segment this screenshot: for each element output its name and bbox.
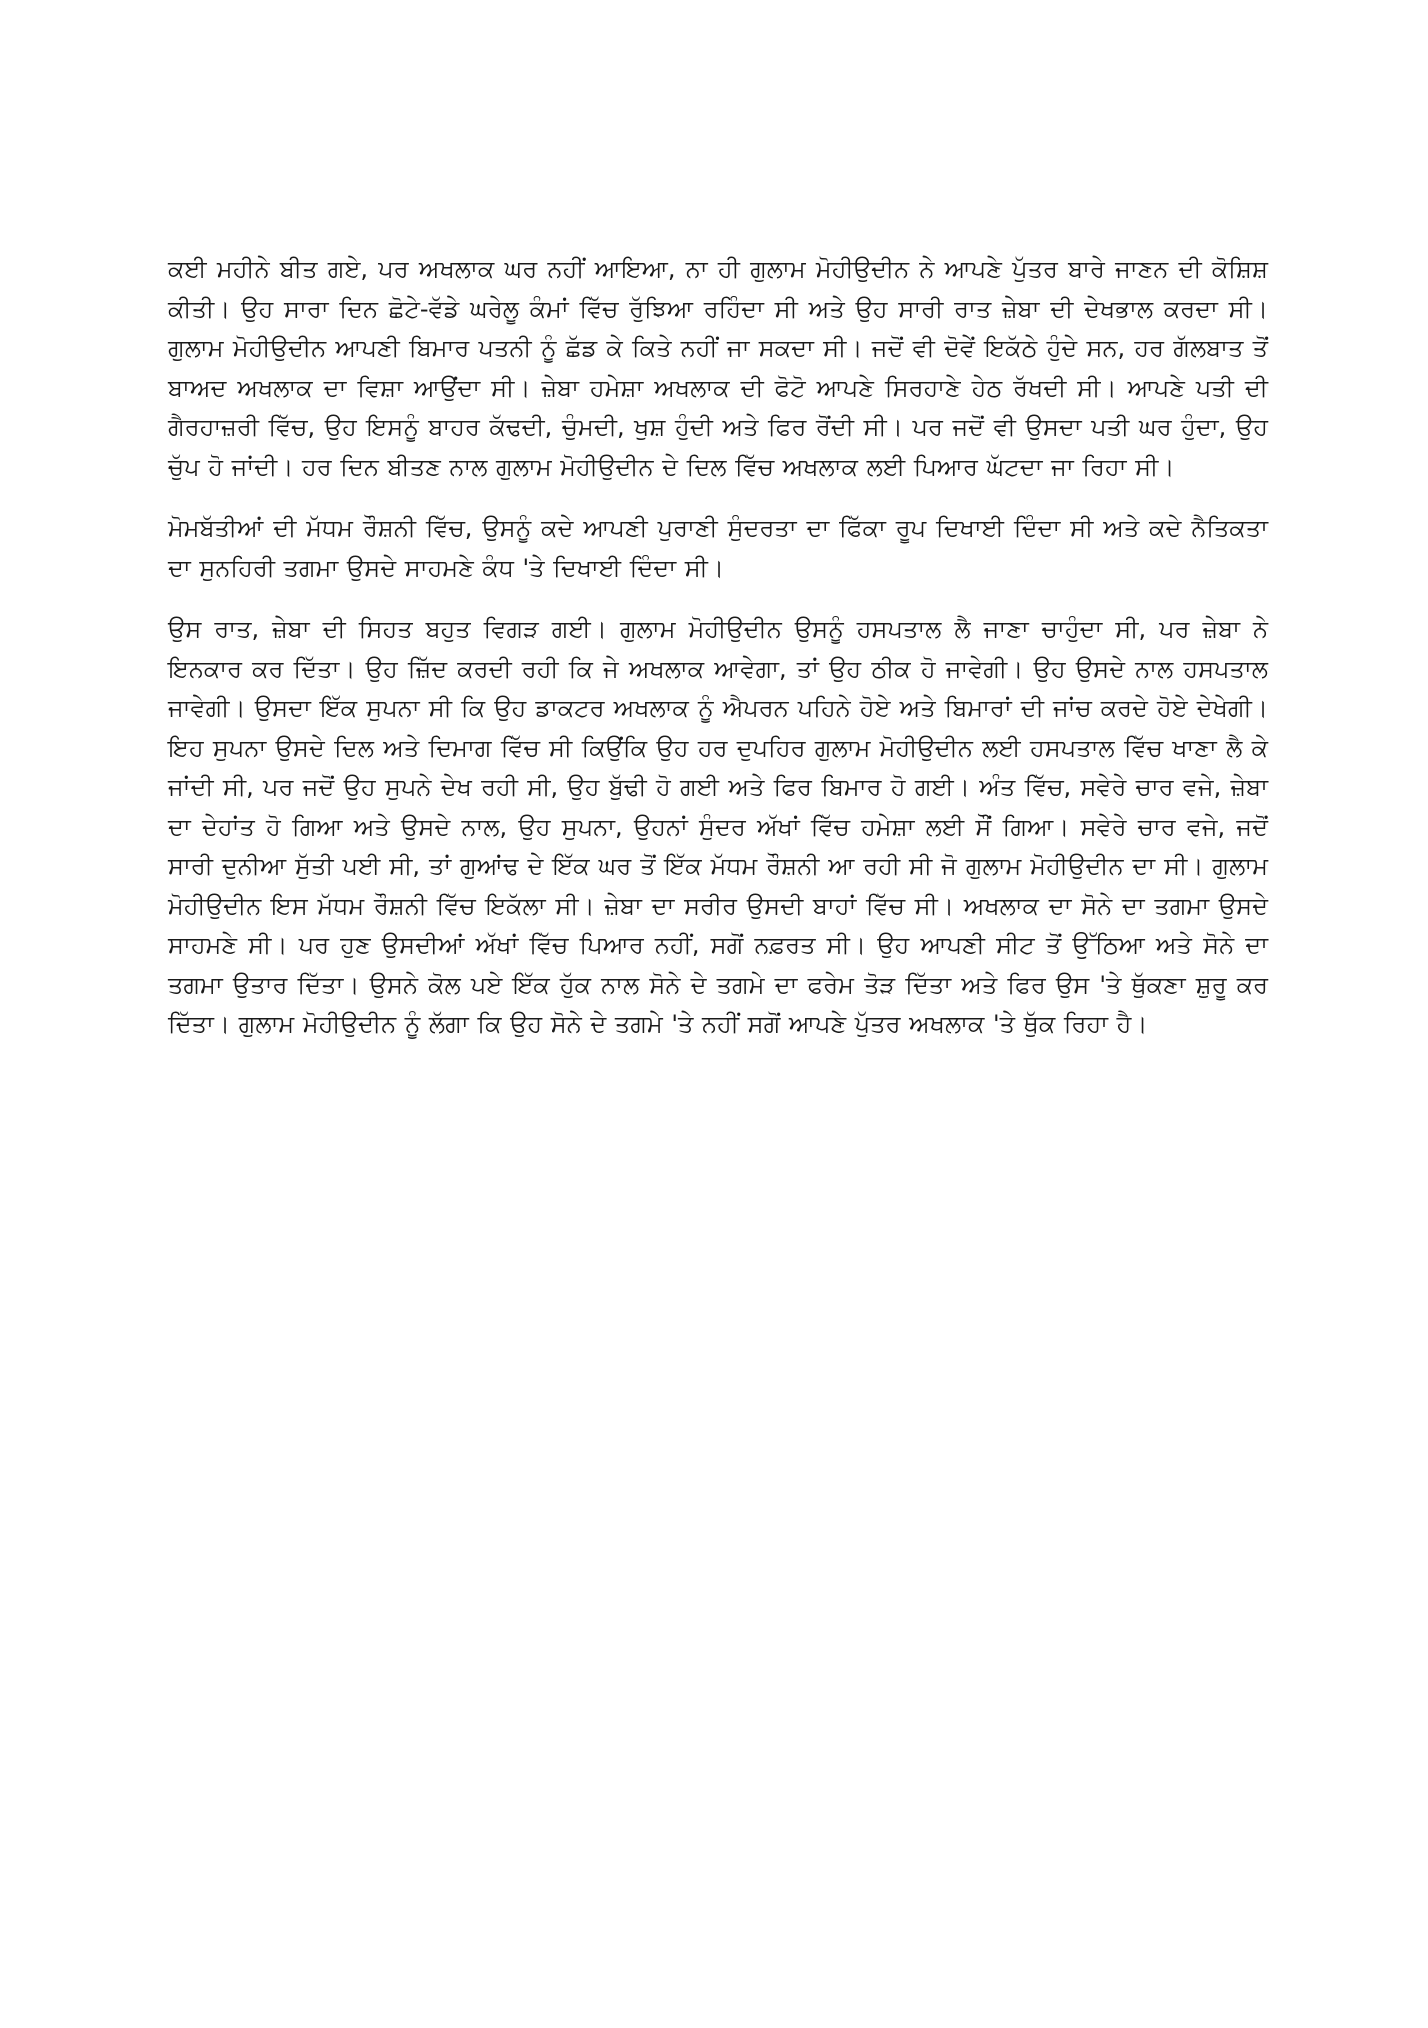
paragraph-2: ਮੋਮਬੱਤੀਆਂ ਦੀ ਮੱਧਮ ਰੌਸ਼ਨੀ ਵਿੱਚ, ਉਸਨੂੰ ਕਦੇ ਆਪਣੀ ਪੁਰਾਣੀ ਸੁੰਦਰਤਾ ਦਾ ਫਿੱਕਾ ਰੂਪ ਦਿਖਾਈ ਦਿੰਦਾ ਸੀ ਅਤੇ ਕਦੇ ਨੈਤਿਕਤਾ ਦਾ ਸੁਨਹਿਰੀ ਤਗਮਾ ਉਸਦੇ ਸਾਹਮਣੇ ਕੰਧ 'ਤੇ ਦਿਖਾਈ ਦਿੰਦਾ ਸੀ।	[168, 514, 1268, 582]
paragraph-1: ਕਈ ਮਹੀਨੇ ਬੀਤ ਗਏ, ਪਰ ਅਖਲਾਕ ਘਰ ਨਹੀਂ ਆਇਆ, ਨਾ ਹੀ ਗੁਲਾਮ ਮੋਹੀਉਦੀਨ ਨੇ ਆਪਣੇ ਪੁੱਤਰ ਬਾਰੇ ਜਾਣਨ ਦੀ ਕੋਸ਼ਿਸ਼ ਕੀਤੀ। ਉਹ ਸਾਰਾ ਦਿਨ ਛੋਟੇ-ਵੱਡੇ ਘਰੇਲੂ ਕੰਮਾਂ ਵਿੱਚ ਰੁੱਝਿਆ ਰਹਿੰਦਾ ਸੀ ਅਤੇ ਉਹ ਸਾਰੀ ਰਾਤ ਜ਼ੇਬਾ ਦੀ ਦੇਖਭਾਲ ਕਰਦਾ ਸੀ। ਗੁਲਾਮ ਮੋਹੀਉਦੀਨ ਆਪਣੀ ਬਿਮਾਰ ਪਤਨੀ ਨੂੰ ਛੱਡ ਕੇ ਕਿਤੇ ਨਹੀਂ ਜਾ ਸਕਦਾ ਸੀ। ਜਦੋਂ ਵੀ ਦੋਵੇਂ ਇਕੱਠੇ ਹੁੰਦੇ ਸਨ, ਹਰ ਗੱਲਬਾਤ ਤੋਂ ਬਾਅਦ ਅਖਲਾਕ ਦਾ ਵਿਸ਼ਾ ਆਉਂਦਾ ਸੀ। ਜ਼ੇਬਾ ਹਮੇਸ਼ਾ ਅਖਲਾਕ ਦੀ ਫੋਟੋ ਆਪਣੇ ਸਿਰਹਾਣੇ ਹੇਠ ਰੱਖਦੀ ਸੀ। ਆਪਣੇ ਪਤੀ ਦੀ ਗੈਰਹਾਜ਼ਰੀ ਵਿੱਚ, ਉਹ ਇਸਨੂੰ ਬਾਹਰ ਕੱਢਦੀ, ਚੁੰਮਦੀ, ਖੁਸ਼ ਹੁੰਦੀ ਅਤੇ ਫਿਰ ਰੋਂਦੀ ਸੀ। ਪਰ ਜਦੋਂ ਵੀ ਉਸਦਾ ਪਤੀ ਘਰ ਹੁੰਦਾ, ਉਹ ਚੁੱਪ ਹੋ ਜਾਂਦੀ। ਹਰ ਦਿਨ ਬੀਤਣ ਨਾਲ ਗੁਲਾਮ ਮੋਹੀਉਦੀਨ ਦੇ ਦਿਲ ਵਿੱਚ ਅਖਲਾਕ ਲਈ ਪਿਆਰ ਘੱਟਦਾ ਜਾ ਰਿਹਾ ਸੀ।	[168, 255, 1268, 481]
paragraph-3: ਉਸ ਰਾਤ, ਜ਼ੇਬਾ ਦੀ ਸਿਹਤ ਬਹੁਤ ਵਿਗੜ ਗਈ। ਗੁਲਾਮ ਮੋਹੀਉਦੀਨ ਉਸਨੂੰ ਹਸਪਤਾਲ ਲੈ ਜਾਣਾ ਚਾਹੁੰਦਾ ਸੀ, ਪਰ ਜ਼ੇਬਾ ਨੇ ਇਨਕਾਰ ਕਰ ਦਿੱਤਾ। ਉਹ ਜ਼ਿੱਦ ਕਰਦੀ ਰਹੀ ਕਿ ਜੇ ਅਖਲਾਕ ਆਵੇਗਾ, ਤਾਂ ਉਹ ਠੀਕ ਹੋ ਜਾਵੇਗੀ। ਉਹ ਉਸਦੇ ਨਾਲ ਹਸਪਤਾਲ ਜਾਵੇਗੀ। ਉਸਦਾ ਇੱਕ ਸੁਪਨਾ ਸੀ ਕਿ ਉਹ ਡਾਕਟਰ ਅਖਲਾਕ ਨੂੰ ਐਪਰਨ ਪਹਿਨੇ ਹੋਏ ਅਤੇ ਬਿਮਾਰਾਂ ਦੀ ਜਾਂਚ ਕਰਦੇ ਹੋਏ ਦੇਖੇਗੀ। ਇਹ ਸੁਪਨਾ ਉਸਦੇ ਦਿਲ ਅਤੇ ਦਿਮਾਗ ਵਿੱਚ ਸੀ ਕਿਉਂਕਿ ਉਹ ਹਰ ਦੁਪਹਿਰ ਗੁਲਾਮ ਮੋਹੀਉਦੀਨ ਲਈ ਹਸਪਤਾਲ ਵਿੱਚ ਖਾਣਾ ਲੈ ਕੇ ਜਾਂਦੀ ਸੀ, ਪਰ ਜਦੋਂ ਉਹ ਸੁਪਨੇ ਦੇਖ ਰਹੀ ਸੀ, ਉਹ ਬੁੱਢੀ ਹੋ ਗਈ ਅਤੇ ਫਿਰ ਬਿਮਾਰ ਹੋ ਗਈ। ਅੰਤ ਵਿੱਚ, ਸਵੇਰੇ ਚਾਰ ਵਜੇ, ਜ਼ੇਬਾ ਦਾ ਦੇਹਾਂਤ ਹੋ ਗਿਆ ਅਤੇ ਉਸਦੇ ਨਾਲ, ਉਹ ਸੁਪਨਾ, ਉਹਨਾਂ ਸੁੰਦਰ ਅੱਖਾਂ ਵਿੱਚ ਹਮੇਸ਼ਾ ਲਈ ਸੌਂ ਗਿਆ। ਸਵੇਰੇ ਚਾਰ ਵਜੇ, ਜਦੋਂ ਸਾਰੀ ਦੁਨੀਆ ਸੁੱਤੀ ਪਈ ਸੀ, ਤਾਂ ਗੁਆਂਢ ਦੇ ਇੱਕ ਘਰ ਤੋਂ ਇੱਕ ਮੱਧਮ ਰੌਸ਼ਨੀ ਆ ਰਹੀ ਸੀ ਜੋ ਗੁਲਾਮ ਮੋਹੀਉਦੀਨ ਦਾ ਸੀ। ਗੁਲਾਮ ਮੋਹੀਉਦੀਨ ਇਸ ਮੱਧਮ ਰੌਸ਼ਨੀ ਵਿੱਚ ਇਕੱਲਾ ਸੀ। ਜ਼ੇਬਾ ਦਾ ਸਰੀਰ ਉਸਦੀ ਬਾਹਾਂ ਵਿੱਚ ਸੀ। ਅਖਲਾਕ ਦਾ ਸੋਨੇ ਦਾ ਤਗਮਾ ਉਸਦੇ ਸਾਹਮਣੇ ਸੀ। ਪਰ ਹੁਣ ਉਸਦੀਆਂ ਅੱਖਾਂ ਵਿੱਚ ਪਿਆਰ ਨਹੀਂ, ਸਗੋਂ ਨਫ਼ਰਤ ਸੀ। ਉਹ ਆਪਣੀ ਸੀਟ ਤੋਂ ਉੱਠਿਆ ਅਤੇ ਸੋਨੇ ਦਾ ਤਗਮਾ ਉਤਾਰ ਦਿੱਤਾ। ਉਸਨੇ ਕੋਲ ਪਏ ਇੱਕ ਹੁੱਕ ਨਾਲ ਸੋਨੇ ਦੇ ਤਗਮੇ ਦਾ ਫਰੇਮ ਤੋੜ ਦਿੱਤਾ ਅਤੇ ਫਿਰ ਉਸ 'ਤੇ ਥੁੱਕਣਾ ਸ਼ੁਰੂ ਕਰ ਦਿੱਤਾ। ਗੁਲਾਮ ਮੋਹੀਉਦੀਨ ਨੂੰ ਲੱਗਾ ਕਿ ਉਹ ਸੋਨੇ ਦੇ ਤਗਮੇ 'ਤੇ ਨਹੀਂ ਸਗੋਂ ਆਪਣੇ ਪੁੱਤਰ ਅਖਲਾਕ 'ਤੇ ਥੁੱਕ ਰਿਹਾ ਹੈ।	[168, 615, 1268, 1038]
document-body	[168, 250, 1268, 1067]
